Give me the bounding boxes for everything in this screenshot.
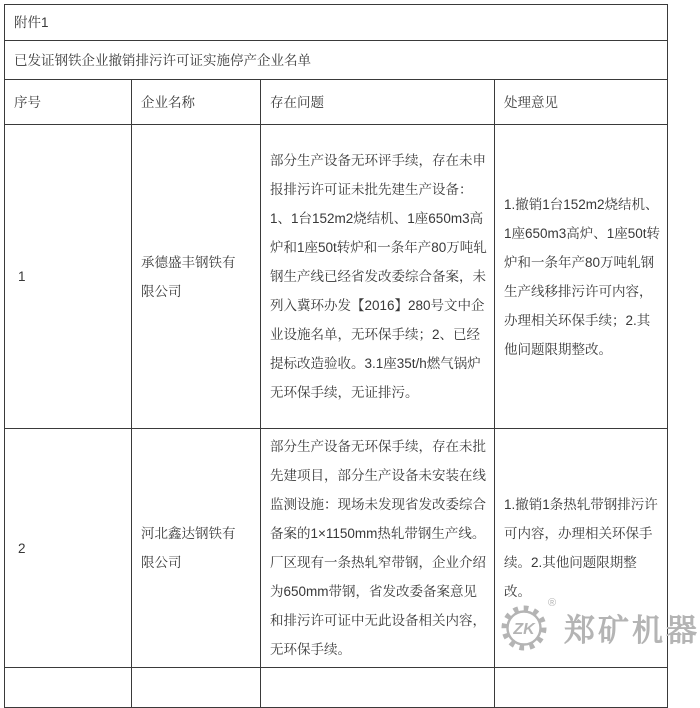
column-header-problems: 存在问题 <box>261 80 495 125</box>
column-header-company: 企业名称 <box>132 80 261 125</box>
table-title: 已发证钢铁企业撤销排污许可证实施停产企业名单 <box>5 41 668 80</box>
title-row <box>5 41 668 80</box>
enterprise-table <box>4 4 668 708</box>
logo-monogram: ZK <box>513 621 535 638</box>
problems-cell: 部分生产设备无环保手续，存在未批先建项目，部分生产设备未安装在线监测设施：现场未发现省发改委综合备案的1×1150mm热轧带钢生产线。厂区现有一条热轧窄带钢，企业介绍为650mm带钢，省发改委备案意见和排污许可证中无此设备相关内容，无环保手续。 <box>261 429 495 668</box>
action-cell: 1.撤销1台152m2烧结机、1座650m3高炉、1座50t转炉和一条年产80万吨轧钢生产线移排污许可内容，办理相关环保手续；2.其他问题限期整改。 <box>495 125 668 429</box>
row-number-cell <box>5 668 132 708</box>
column-header-no: 序号 <box>5 80 132 125</box>
problems-cell: 部分生产设备无环评手续，存在未申报排污许可证未批先建生产设备：1、1台152m2烧结机、1座650m3高炉和1座50t转炉和一条年产80万吨轧钢生产线已经省发改委综合备案，未列入冀环办发【2016】280号文中企业设施名单，无环保手续；2、已经提标改造验收。3.1座35t/h燃气锅炉无环保手续，无证排污。 <box>261 125 495 429</box>
attachment-label: 附件1 <box>5 5 668 41</box>
problems-cell <box>261 668 495 708</box>
company-name-cell <box>132 668 261 708</box>
company-name-cell: 河北鑫达钢铁有限公司 <box>132 429 261 668</box>
table-row <box>5 429 668 668</box>
row-number-cell: 2 <box>5 429 132 668</box>
table-row-clipped <box>5 668 668 708</box>
company-name-cell: 承德盛丰钢铁有限公司 <box>132 125 261 429</box>
action-cell <box>495 668 668 708</box>
attachment-row <box>5 5 668 41</box>
registered-trademark-symbol: ® <box>548 597 557 609</box>
row-number-cell: 1 <box>5 125 132 429</box>
brand-text: 郑矿机器 <box>564 612 700 648</box>
column-header-action: 处理意见 <box>495 80 668 125</box>
table-row <box>5 125 668 429</box>
action-cell: 1.撤销1条热轧带钢排污许可内容，办理相关环保手续。2.其他问题限期整改。 <box>495 429 668 668</box>
header-row <box>5 80 668 125</box>
